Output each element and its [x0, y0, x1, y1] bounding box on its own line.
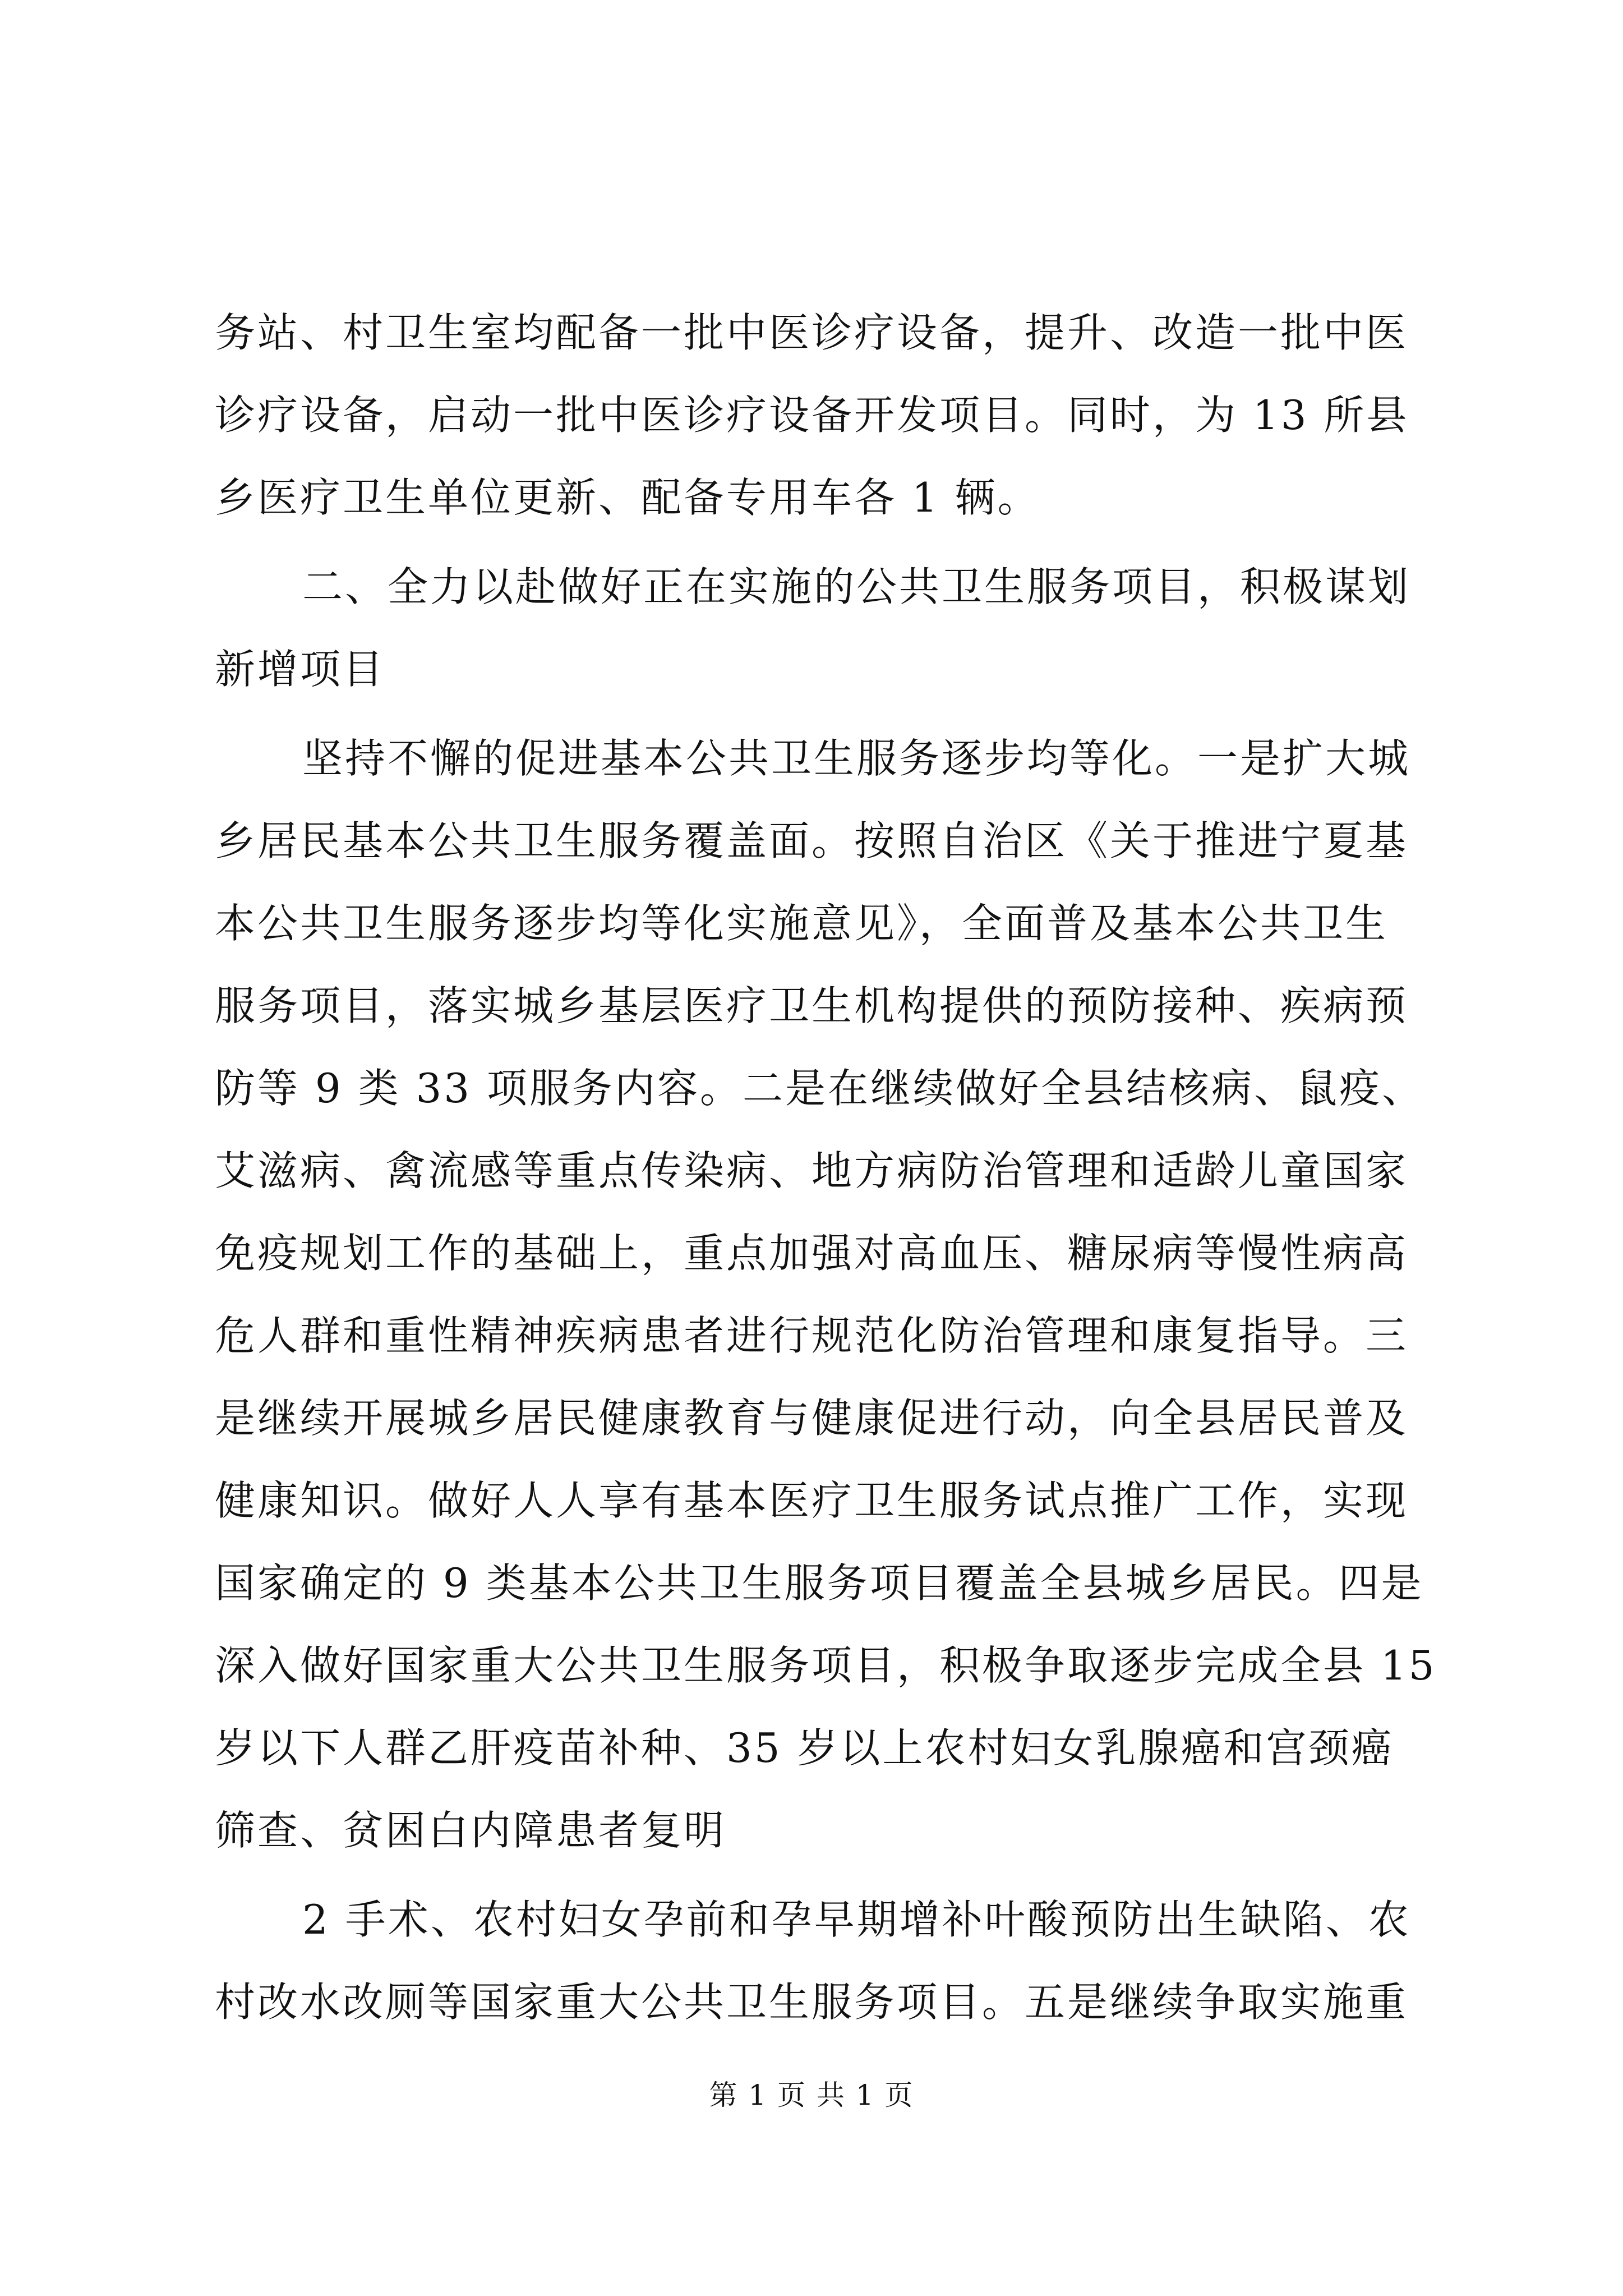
- paragraph-line: 乡医疗卫生单位更新、配备专用车各 1 辆。: [215, 474, 1040, 521]
- document-body: [215, 292, 1437, 2044]
- paragraph-line: 服务项目，落实城乡基层医疗卫生机构提供的预防接种、疾病预: [215, 982, 1409, 1029]
- paragraph-line: 危人群和重性精神疾病患者进行规范化防治管理和康复指导。三: [215, 1312, 1409, 1359]
- section-heading-line: 二、全力以赴做好正在实施的公共卫生服务项目，积极谋划: [302, 563, 1411, 610]
- paragraph-line: 艾滋病、禽流感等重点传染病、地方病防治管理和适龄儿童国家: [215, 1147, 1409, 1194]
- paragraph-line: 本公共卫生服务逐步均等化实施意见》，全面普及基本公共卫生: [215, 900, 1389, 947]
- paragraph-line: 务站、村卫生室均配备一批中医诊疗设备，提升、改造一批中医: [215, 309, 1409, 356]
- paragraph-line: 深入做好国家重大公共卫生服务项目，积极争取逐步完成全县 15: [215, 1642, 1437, 1689]
- paragraph-line: 健康知识。做好人人享有基本医疗卫生服务试点推广工作，实现: [215, 1477, 1409, 1524]
- paragraph-line: 村改水改厕等国家重大公共卫生服务项目。五是继续争取实施重: [215, 1978, 1409, 2026]
- paragraph-line: 2 手术、农村妇女孕前和孕早期增补叶酸预防出生缺陷、农: [302, 1896, 1411, 1943]
- paragraph-spacer: [215, 539, 1409, 546]
- paragraph-line: 免疫规划工作的基础上，重点加强对高血压、糖尿病等慢性病高: [215, 1230, 1409, 1277]
- paragraph-line: 国家确定的 9 类基本公共卫生服务项目覆盖全县城乡居民。四是: [215, 1559, 1424, 1607]
- paragraph-line: 是继续开展城乡居民健康教育与健康促进行动，向全县居民普及: [215, 1395, 1409, 1442]
- paragraph-line: 岁以下人群乙肝疫苗补种、35 岁以上农村妇女乳腺癌和宫颈癌: [215, 1724, 1394, 1772]
- paragraph-line: 坚持不懈的促进基本公共卫生服务逐步均等化。一是扩大城: [302, 735, 1411, 782]
- paragraph-line: 诊疗设备，启动一批中医诊疗设备开发项目。同时，为 13 所县: [215, 392, 1409, 439]
- paragraph-line: 防等 9 类 33 项服务内容。二是在继续做好全县结核病、鼠疫、: [215, 1065, 1424, 1112]
- paragraph-spacer: [215, 1872, 1409, 1879]
- paragraph-line: 筛查、贫困白内障患者复明: [215, 1807, 727, 1854]
- page-footer: 第 1 页 共 1 页: [709, 2079, 914, 2111]
- section-heading-line: 新增项目: [215, 646, 386, 693]
- paragraph-line: 乡居民基本公共卫生服务覆盖面。按照自治区《关于推进宁夏基: [215, 817, 1409, 864]
- paragraph-spacer: [215, 711, 1409, 717]
